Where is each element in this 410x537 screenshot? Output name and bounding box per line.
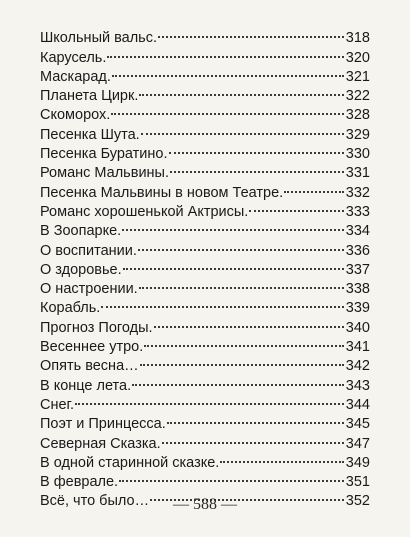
toc-entry-page-number: 345 [345, 416, 370, 433]
dot-leader [158, 23, 344, 42]
dot-leader [119, 467, 344, 486]
dot-leader [140, 351, 344, 370]
dot-leader [101, 293, 343, 312]
toc-entry-title: Опять весна… [40, 358, 139, 375]
toc-entry [40, 390, 370, 413]
toc-entry-page-number: 333 [345, 203, 370, 220]
dot-leader [139, 81, 343, 100]
toc-entry-title: Прогноз Погоды. [40, 319, 153, 336]
toc-entry-page-number: 334 [345, 223, 370, 240]
dot-leader [139, 274, 344, 293]
toc-entry-page-number: 318 [345, 30, 370, 47]
toc-entry-title: В одной старинной сказке. [40, 454, 220, 471]
dot-leader [162, 428, 344, 447]
toc-entry-page-number: 321 [345, 68, 370, 85]
toc-entry-title: Скоморох. [40, 107, 111, 124]
toc-entry-page-number: 347 [345, 435, 370, 452]
toc-entry-page-number: 341 [345, 339, 370, 356]
dot-leader [141, 119, 344, 138]
dot-leader [107, 42, 343, 61]
toc-entry-title: Песенка Шута. [40, 126, 140, 143]
toc-entry-title: О здоровье. [40, 261, 122, 278]
toc-entry-title: Школьный вальс. [40, 30, 158, 47]
toc-entry-title: Карусель. [40, 49, 107, 66]
dot-leader [132, 370, 344, 389]
toc-entry-title: О настроении. [40, 281, 138, 298]
toc-entry-title: В конце лета. [40, 377, 132, 394]
toc-entry-page-number: 331 [345, 165, 370, 182]
toc-entry-page-number: 344 [345, 396, 370, 413]
dot-leader [123, 255, 344, 274]
dot-leader [170, 158, 344, 177]
toc-entry-page-number: 328 [345, 107, 370, 124]
toc-entry-title: Корабль. [40, 300, 101, 317]
table-of-contents [40, 23, 370, 510]
toc-entry-title: В феврале. [40, 474, 119, 491]
toc-entry-page-number: 330 [345, 146, 370, 163]
dot-leader [284, 177, 344, 196]
dot-leader [249, 197, 343, 216]
toc-entry-title: Поэт и Принцесса. [40, 416, 166, 433]
toc-entry-title: Романс хорошенькой Актрисы. [40, 203, 249, 220]
toc-entry-title: Маскарад. [40, 68, 111, 85]
dot-leader [144, 332, 344, 351]
toc-entry-title: Снег. [40, 396, 75, 413]
page-number: — 588 — [173, 496, 237, 513]
dot-leader [167, 409, 344, 428]
dot-leader [111, 100, 343, 119]
toc-entry-title: В Зоопарке. [40, 223, 122, 240]
toc-entry-page-number: 351 [345, 474, 370, 491]
toc-entry-page-number: 322 [345, 88, 370, 105]
dot-leader [220, 448, 343, 467]
dot-leader [138, 235, 344, 254]
toc-entry-title: Северная Сказка. [40, 435, 161, 452]
toc-entry-title: Планета Цирк. [40, 88, 139, 105]
toc-entry-page-number: 336 [345, 242, 370, 259]
dot-leader [169, 139, 344, 158]
toc-entry-page-number: 340 [345, 319, 370, 336]
toc-entry-title: Романс Мальвины. [40, 165, 169, 182]
toc-entry-title: Всё, что было… [40, 493, 150, 510]
toc-entry-page-number: 352 [345, 493, 370, 510]
toc-entry-page-number: 343 [345, 377, 370, 394]
toc-entry-title: Песенка Мальвины в новом Театре. [40, 184, 284, 201]
dot-leader [75, 390, 344, 409]
toc-entry-page-number: 320 [345, 49, 370, 66]
toc-entry [40, 409, 370, 433]
toc-entry [40, 23, 370, 47]
toc-entry-page-number: 332 [345, 184, 370, 201]
dot-leader [154, 312, 344, 331]
toc-entry-title: Песенка Буратино. [40, 146, 168, 163]
toc-entry-page-number: 329 [345, 126, 370, 143]
toc-entry-page-number: 338 [345, 281, 370, 298]
dot-leader [112, 62, 344, 81]
dot-leader [122, 216, 344, 235]
toc-entry-page-number: 349 [345, 454, 370, 471]
toc-entry-page-number: 337 [345, 261, 370, 278]
toc-entry-title: О воспитании. [40, 242, 137, 259]
toc-entry-title: Весеннее утро. [40, 339, 144, 356]
toc-entry-page-number: 339 [345, 300, 370, 317]
toc-entry-page-number: 342 [345, 358, 370, 375]
